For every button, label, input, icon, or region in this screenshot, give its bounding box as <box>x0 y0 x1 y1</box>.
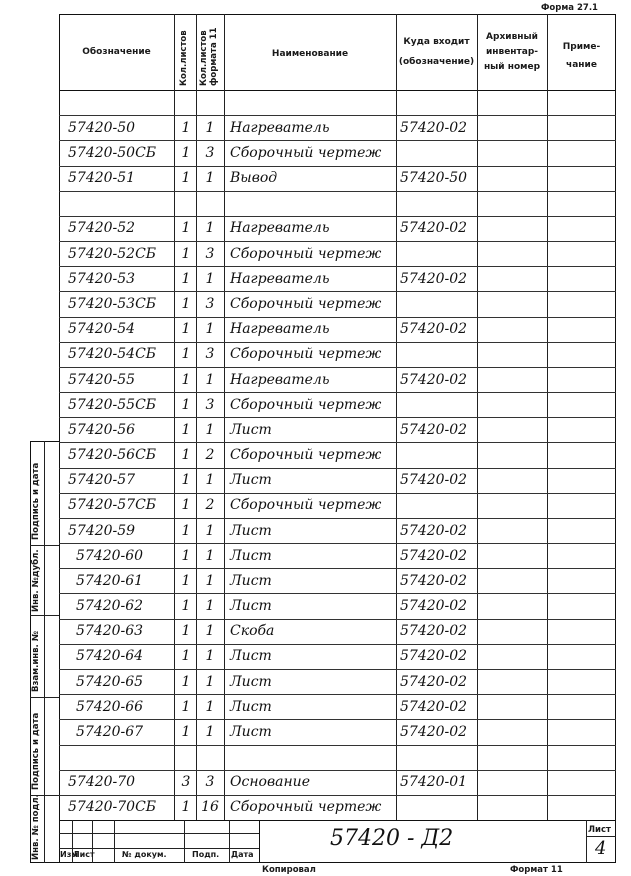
row-sheets-a11: 1 <box>205 270 215 287</box>
side-sign-date-bottom: Подпись и дата <box>31 712 41 790</box>
title-col-doc: № докум. <box>122 850 167 859</box>
row-designation: 57420-54 <box>68 321 136 338</box>
row-sheets-a11: 1 <box>205 623 215 640</box>
header-designation: Обозначение <box>82 47 151 57</box>
row-designation: 57420-53СБ <box>68 296 157 312</box>
row-sheets-count: 1 <box>181 598 191 614</box>
row-designation: 57420-55 <box>68 371 136 388</box>
row-name: Сборочный чертеж <box>230 497 382 514</box>
row-sheets-a11: 1 <box>205 723 215 740</box>
row-sheets-count: 3 <box>181 774 191 791</box>
row-sheets-count: 1 <box>181 673 191 690</box>
side-vzam: Взам.инв. № <box>31 631 41 692</box>
doc-code: 57420 - Д2 <box>330 826 454 851</box>
row-where-used: 57420-50 <box>400 170 468 187</box>
row-where-used: 57420-02 <box>400 547 468 564</box>
row-name: Сборочный чертеж <box>230 144 382 161</box>
row-designation: 57420-61 <box>76 572 144 589</box>
row-sheets-count: 1 <box>181 119 191 136</box>
row-sheets-a11: 1 <box>205 522 215 539</box>
sheet-number: 4 <box>595 838 607 859</box>
row-where-used: 57420-02 <box>400 648 468 665</box>
title-col-izm: Изм <box>60 850 78 859</box>
row-designation: 57420-67 <box>76 723 144 740</box>
row-sheets-a11: 2 <box>205 497 215 514</box>
title-col-list: Лист <box>73 850 95 859</box>
row-sheets-a11: 3 <box>205 144 215 161</box>
row-where-used: 57420-02 <box>400 119 468 136</box>
row-sheets-count: 1 <box>181 396 191 413</box>
row-sheets-count: 1 <box>181 799 191 816</box>
row-designation: 57420-70 <box>68 774 136 791</box>
row-sheets-count: 1 <box>181 547 191 564</box>
row-sheets-a11: 1 <box>205 673 215 690</box>
row-designation: 57420-52 <box>68 220 136 237</box>
row-sheets-a11: 1 <box>205 170 215 187</box>
row-designation: 57420-53 <box>68 270 136 287</box>
header-where-used: Куда входит (обозначение) <box>398 37 475 67</box>
row-sheets-a11: 3 <box>205 296 215 312</box>
row-sheets-a11: 1 <box>205 321 215 338</box>
row-name: Сборочный чертеж <box>230 799 382 816</box>
sheet-label: Лист <box>588 825 611 835</box>
row-designation: 57420-54СБ <box>68 346 157 363</box>
header-sheets-a11: Кол.листов формата 11 <box>199 27 219 86</box>
row-sheets-count: 1 <box>181 144 191 161</box>
side-inv-dubl: Инв. №дубл. <box>31 549 41 612</box>
row-name: Лист <box>230 572 272 589</box>
form-label: Форма 27.1 <box>541 3 598 13</box>
row-designation: 57420-59 <box>68 522 136 539</box>
footer-format: Формат 11 <box>510 865 563 875</box>
row-designation: 57420-57 <box>68 472 136 489</box>
row-where-used: 57420-01 <box>400 774 468 791</box>
row-name: Нагреватель <box>230 371 330 388</box>
row-sheets-count: 1 <box>181 296 191 312</box>
row-designation: 57420-63 <box>76 623 144 640</box>
row-sheets-count: 1 <box>181 170 191 187</box>
footer-copied: Копировал <box>262 865 316 875</box>
row-sheets-a11: 1 <box>205 421 215 438</box>
row-sheets-a11: 1 <box>205 698 215 715</box>
row-sheets-count: 1 <box>181 220 191 237</box>
row-sheets-a11: 1 <box>205 648 215 665</box>
row-sheets-count: 1 <box>181 623 191 640</box>
row-sheets-a11: 3 <box>205 245 215 262</box>
row-name: Лист <box>230 421 272 438</box>
row-sheets-a11: 3 <box>205 396 215 413</box>
row-designation: 57420-56СБ <box>68 447 157 463</box>
row-sheets-count: 1 <box>181 698 191 715</box>
row-sheets-count: 1 <box>181 572 191 589</box>
row-name: Скоба <box>230 623 275 640</box>
row-designation: 57420-51 <box>68 170 136 187</box>
row-sheets-count: 1 <box>181 346 191 363</box>
row-sheets-a11: 1 <box>205 371 215 388</box>
row-sheets-a11: 1 <box>205 472 215 489</box>
row-name: Нагреватель <box>230 321 330 338</box>
row-name: Лист <box>230 547 272 564</box>
row-sheets-count: 1 <box>181 497 191 514</box>
row-sheets-a11: 3 <box>205 346 215 363</box>
row-designation: 57420-65 <box>76 673 144 690</box>
row-name: Лист <box>230 673 272 690</box>
row-sheets-a11: 1 <box>205 220 215 237</box>
row-designation: 57420-55СБ <box>68 396 157 413</box>
row-name: Сборочный чертеж <box>230 396 382 413</box>
row-sheets-a11: 1 <box>205 547 215 564</box>
row-designation: 57420-64 <box>76 648 144 665</box>
row-designation: 57420-50 <box>68 119 136 136</box>
row-where-used: 57420-02 <box>400 673 468 690</box>
row-sheets-count: 1 <box>181 472 191 489</box>
row-sheets-count: 1 <box>181 421 191 438</box>
row-designation: 57420-60 <box>76 547 144 564</box>
row-designation: 57420-57СБ <box>68 497 157 514</box>
row-designation: 57420-66 <box>76 698 144 715</box>
row-designation: 57420-70СБ <box>68 799 157 816</box>
row-where-used: 57420-02 <box>400 572 468 589</box>
row-name: Лист <box>230 472 272 489</box>
row-name: Лист <box>230 698 272 715</box>
row-where-used: 57420-02 <box>400 522 468 539</box>
row-sheets-count: 1 <box>181 723 191 740</box>
title-col-sign: Подп. <box>192 850 220 859</box>
row-where-used: 57420-02 <box>400 371 468 388</box>
row-where-used: 57420-02 <box>400 472 468 489</box>
row-name: Лист <box>230 648 272 665</box>
row-designation: 57420-56 <box>68 421 136 438</box>
row-designation: 57420-62 <box>76 598 144 614</box>
row-where-used: 57420-02 <box>400 321 468 338</box>
row-where-used: 57420-02 <box>400 220 468 237</box>
row-name: Нагреватель <box>230 119 330 136</box>
header-sheets-count: Кол.листов <box>179 30 189 86</box>
title-col-date: Дата <box>231 850 254 859</box>
row-sheets-count: 1 <box>181 245 191 262</box>
row-sheets-count: 1 <box>181 371 191 388</box>
row-sheets-count: 1 <box>181 270 191 287</box>
row-where-used: 57420-02 <box>400 623 468 640</box>
row-where-used: 57420-02 <box>400 698 468 715</box>
header-note: Приме- чание <box>562 42 601 70</box>
header-archive: Архивный инвентар- ный номер <box>483 32 541 72</box>
row-name: Сборочный чертеж <box>230 346 382 363</box>
row-name: Лист <box>230 598 272 614</box>
row-designation: 57420-50СБ <box>68 144 157 161</box>
row-name: Нагреватель <box>230 220 330 237</box>
row-where-used: 57420-02 <box>400 270 468 287</box>
row-sheets-a11: 1 <box>205 119 215 136</box>
row-sheets-count: 1 <box>181 648 191 665</box>
row-sheets-count: 1 <box>181 321 191 338</box>
row-name: Лист <box>230 723 272 740</box>
row-name: Лист <box>230 522 272 539</box>
row-name: Сборочный чертеж <box>230 245 382 262</box>
row-where-used: 57420-02 <box>400 598 468 614</box>
row-designation: 57420-52СБ <box>68 245 157 262</box>
side-inv-podl: Инв. № подл. <box>31 794 41 860</box>
row-name: Основание <box>230 774 310 791</box>
row-sheets-a11: 1 <box>205 572 215 589</box>
row-where-used: 57420-02 <box>400 723 468 740</box>
row-sheets-a11: 1 <box>205 598 215 614</box>
row-sheets-a11: 16 <box>201 799 219 816</box>
row-sheets-a11: 2 <box>205 447 215 463</box>
row-sheets-count: 1 <box>181 447 191 463</box>
row-name: Сборочный чертеж <box>230 447 382 463</box>
row-name: Вывод <box>230 170 278 187</box>
side-sign-date-top: Подпись и дата <box>31 462 41 540</box>
row-sheets-count: 1 <box>181 522 191 539</box>
row-name: Сборочный чертеж <box>230 296 382 312</box>
header-name: Наименование <box>271 49 349 59</box>
row-where-used: 57420-02 <box>400 421 468 438</box>
row-name: Нагреватель <box>230 270 330 287</box>
row-sheets-a11: 3 <box>205 774 215 791</box>
